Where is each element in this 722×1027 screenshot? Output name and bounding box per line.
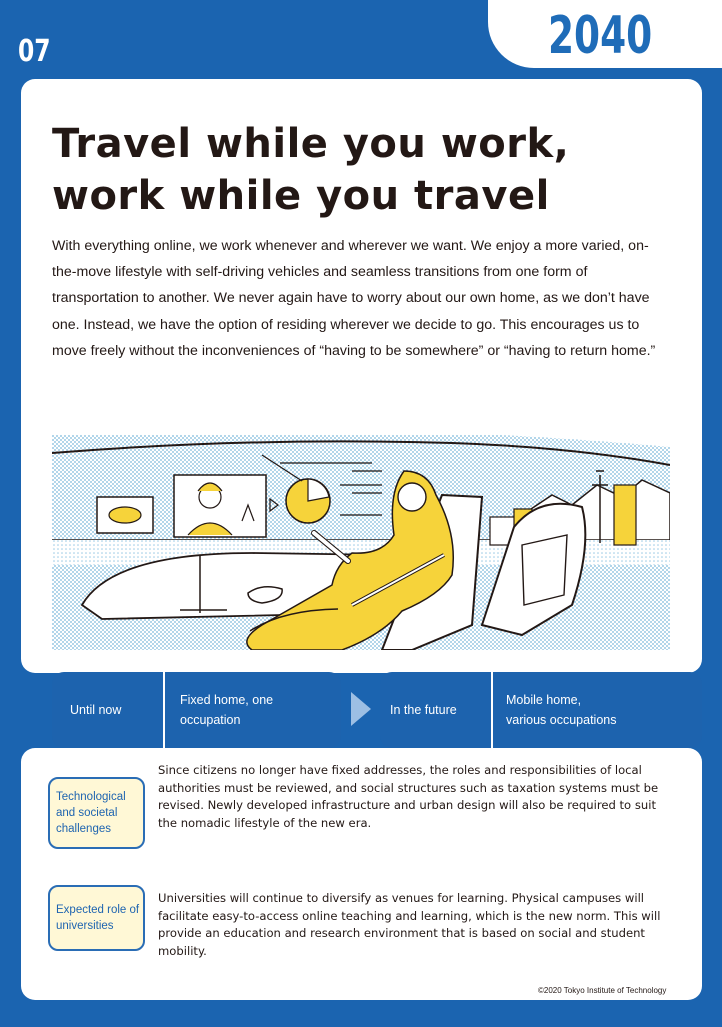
until-now-divider <box>163 672 165 748</box>
until-now-box <box>52 672 341 748</box>
future-divider <box>491 672 493 748</box>
page-number: 07 <box>18 34 51 69</box>
copyright-notice: ©2020 Tokyo Institute of Technology <box>538 986 667 995</box>
challenges-tag: Technological and societal challenges <box>48 777 145 849</box>
universities-paragraph: Universities will continue to diversify as venues for learning. Physical campuses will facilitate easy-to-access online teaching and learning, which is the new norm. This will provide an education and research environment that is based on social and student mobility. <box>158 891 661 958</box>
intro-paragraph: With everything online, we work whenever and wherever we want. We enjoy a more varied, on-the-move lifestyle with self-driving vehicles and seamless transitions from one form of transportation to another. We never again have to worry about our own home, as we don’t have one. Instead, we have the option of residing wherever we decide to go. This encourages us to move freely without the inconveniences of “having to be somewhere” or “having to return home.” <box>52 238 656 359</box>
until-now-value: Fixed home, one occupation <box>180 693 274 727</box>
arrow-right-icon <box>351 692 371 726</box>
page-title <box>52 118 692 222</box>
year-label: 2040 <box>548 6 653 66</box>
future-label: In the future <box>390 703 457 717</box>
future-value: Mobile home, various occupations <box>506 693 617 727</box>
challenges-paragraph: Since citizens no longer have fixed addresses, the roles and responsibilities of local authorities must be reviewed, and social structures such as taxation systems must be revised. Newly developed infrastructure and urban design will also be required to suit the nomadic lifestyle of the new era. <box>158 763 659 830</box>
car-interior-illustration <box>52 435 670 650</box>
title-line-2: work while you travel <box>52 173 550 219</box>
universities-tag: Expected role of universities <box>48 885 145 951</box>
title-line-1: Travel while you work, <box>52 121 570 167</box>
future-box <box>380 672 702 748</box>
until-now-label: Until now <box>70 703 122 717</box>
